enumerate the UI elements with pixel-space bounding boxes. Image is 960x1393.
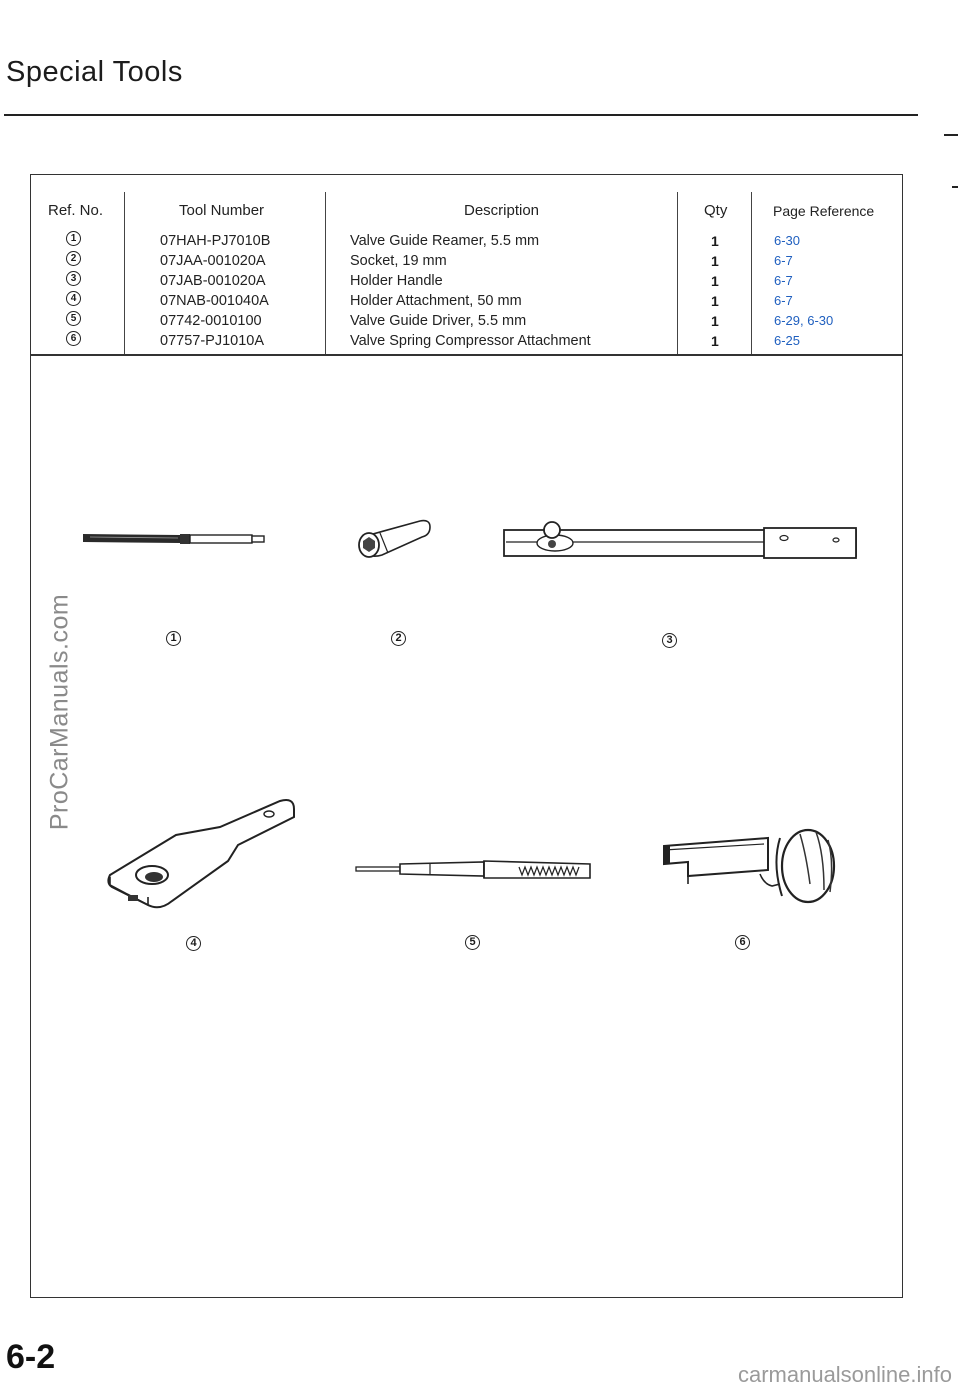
ref-number-badge: 3: [66, 271, 81, 286]
edge-mark: [944, 134, 958, 136]
qty-cell: 1: [711, 333, 719, 349]
tool-number-cell: 07NAB-001040A: [160, 293, 269, 309]
page-number: 6-2: [6, 1338, 56, 1376]
description-cell: Valve Spring Compressor Attachment: [350, 333, 591, 349]
header-ref-no: Ref. No.: [48, 202, 104, 219]
qty-cell: 1: [711, 293, 719, 309]
ref-number-badge: 6: [66, 331, 81, 346]
page-reference-link[interactable]: 6-29, 6-30: [774, 313, 834, 328]
tool-number-cell: 07742-0010100: [160, 313, 262, 329]
description-cell: Holder Attachment, 50 mm: [350, 293, 522, 309]
holder-handle-drawing: [500, 518, 862, 566]
tool-number-cell: 07HAH-PJ7010B: [160, 233, 271, 249]
qty-cell: 1: [711, 313, 719, 329]
table-divider: [31, 354, 902, 356]
figure-label: 5: [465, 935, 480, 950]
description-cell: Socket, 19 mm: [350, 253, 447, 269]
qty-column: [711, 231, 719, 351]
tool-number-cell: 07JAB-001020A: [160, 273, 266, 289]
valve-guide-driver-drawing: [354, 852, 594, 886]
column-separator: [677, 192, 678, 354]
ref-number-badge: 5: [66, 311, 81, 326]
qty-cell: 1: [711, 253, 719, 269]
qty-cell: 1: [711, 273, 719, 289]
qty-cell: 1: [711, 233, 719, 249]
spring-compressor-attachment-drawing: [660, 824, 840, 910]
edge-mark: [952, 186, 958, 188]
page-reference-link[interactable]: 6-7: [774, 293, 793, 308]
ref-number-badge: 4: [66, 291, 81, 306]
column-separator: [124, 192, 125, 354]
ref-no-column: [66, 231, 81, 351]
column-separator: [751, 192, 752, 354]
page-title: Special Tools: [6, 56, 183, 88]
header-qty: Qty: [704, 202, 728, 219]
holder-attachment-drawing: [104, 797, 296, 917]
description-column: [350, 231, 591, 351]
page-reference-column: [774, 231, 833, 351]
figure-label: 1: [166, 631, 181, 646]
description-cell: Valve Guide Driver, 5.5 mm: [350, 313, 527, 329]
tool-number-column: [160, 231, 270, 351]
description-cell: Valve Guide Reamer, 5.5 mm: [350, 233, 540, 249]
column-separator: [325, 192, 326, 354]
figure-label: 2: [391, 631, 406, 646]
header-page-reference: Page Reference: [773, 203, 875, 219]
ref-number-badge: 1: [66, 231, 81, 246]
page-reference-link[interactable]: 6-7: [774, 253, 793, 268]
figure-label: 6: [735, 935, 750, 950]
page-reference-link[interactable]: 6-30: [774, 233, 801, 248]
figure-label: 3: [662, 633, 677, 648]
ref-number-badge: 2: [66, 251, 81, 266]
title-rule: [4, 114, 918, 116]
socket-drawing: [352, 515, 436, 563]
header-description: Description: [464, 202, 540, 219]
tool-number-cell: 07JAA-001020A: [160, 253, 266, 269]
page-reference-link[interactable]: 6-7: [774, 273, 793, 288]
figure-label: 4: [186, 936, 201, 951]
footer-site-link[interactable]: carmanualsonline.info: [737, 1362, 952, 1387]
tool-number-cell: 07757-PJ1010A: [160, 333, 264, 349]
watermark: ProCarManuals.com: [45, 593, 74, 831]
valve-guide-reamer-drawing: [80, 525, 270, 555]
header-tool-number: Tool Number: [179, 202, 265, 219]
description-cell: Holder Handle: [350, 273, 443, 289]
page-reference-link[interactable]: 6-25: [774, 333, 801, 348]
